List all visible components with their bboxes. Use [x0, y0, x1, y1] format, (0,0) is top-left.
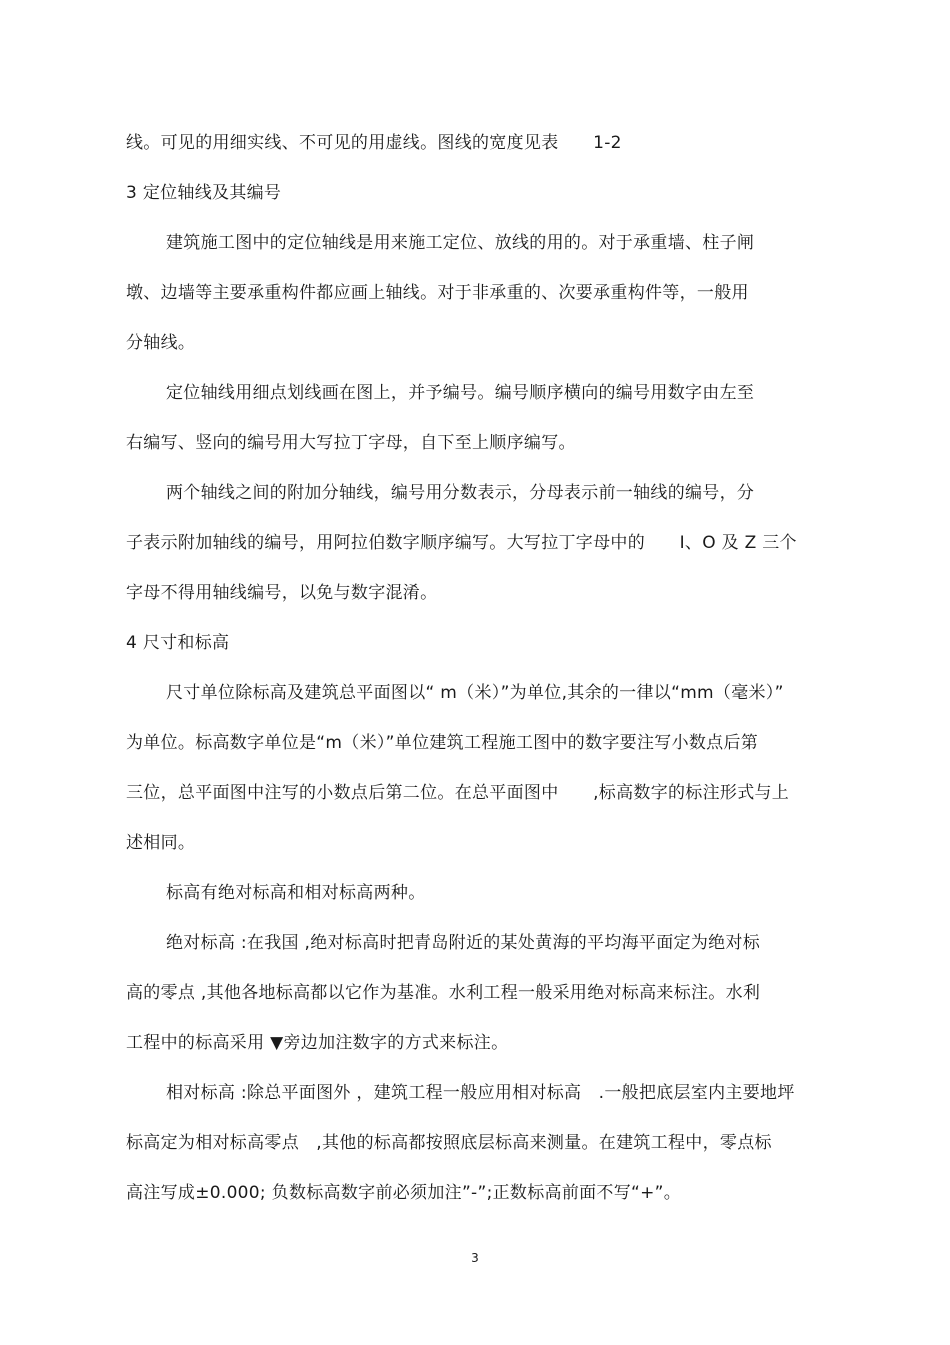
text-line: 墩、边墙等主要承重构件都应画上轴线。对于非承重的、次要承重构件等，一般用 [126, 283, 749, 303]
text-line: 为单位。标高数字单位是“m（米）”单位建筑工程施工图中的数字要注写小数点后第 [126, 733, 759, 753]
text-line: 建筑施工图中的定位轴线是用来施工定位、放线的用的。对于承重墙、柱子闸 [166, 233, 755, 253]
text-line: 标高定为相对标高零点 ,其他的标高都按照底层标高来测量。在建筑工程中，零点标 [126, 1133, 772, 1153]
text-line: 工程中的标高采用 ▼旁边加注数字的方式来标注。 [126, 1033, 509, 1053]
text-line: 绝对标高 :在我国 ,绝对标高时把青岛附近的某处黄海的平均海平面定为绝对标 [166, 933, 761, 953]
text-line: 右编写、竖向的编号用大写拉丁字母，自下至上顺序编写。 [126, 433, 576, 453]
text-line: 相对标高 :除总平面图外 ，建筑工程一般应用相对标高 .一般把底层室内主要地坪 [166, 1083, 795, 1103]
text-line: 子表示附加轴线的编号，用阿拉伯数字顺序编写。大写拉丁字母中的 I、O 及 Z 三个 [126, 533, 797, 553]
text-line: 两个轴线之间的附加分轴线，编号用分数表示，分母表示前一轴线的编号，分 [166, 483, 755, 503]
section-heading: 3 定位轴线及其编号 [126, 183, 282, 203]
text-line: 线。可见的用细实线、不可见的用虚线。图线的宽度见表 1-2 [126, 133, 622, 153]
text-line: 分轴线。 [126, 333, 196, 353]
page-number: 3 [471, 1251, 479, 1265]
text-line: 述相同。 [126, 833, 196, 853]
text-line: 高的零点 ,其他各地标高都以它作为基准。水利工程一般采用绝对标高来标注。水利 [126, 983, 761, 1003]
text-line: 三位，总平面图中注写的小数点后第二位。在总平面图中 ,标高数字的标注形式与上 [126, 783, 790, 803]
text-line: 尺寸单位除标高及建筑总平面图以“ m（米）”为单位,其余的一律以“mm（毫米）” [166, 683, 784, 703]
text-line: 高注写成±0.000; 负数标高数字前必须加注”-”;正数标高前面不写“+”。 [126, 1183, 682, 1203]
section-heading: 4 尺寸和标高 [126, 633, 230, 653]
text-line: 字母不得用轴线编号，以免与数字混淆。 [126, 583, 438, 603]
text-line: 定位轴线用细点划线画在图上，并予编号。编号顺序横向的编号用数字由左至 [166, 383, 755, 403]
text-line: 标高有绝对标高和相对标高两种。 [166, 883, 426, 903]
